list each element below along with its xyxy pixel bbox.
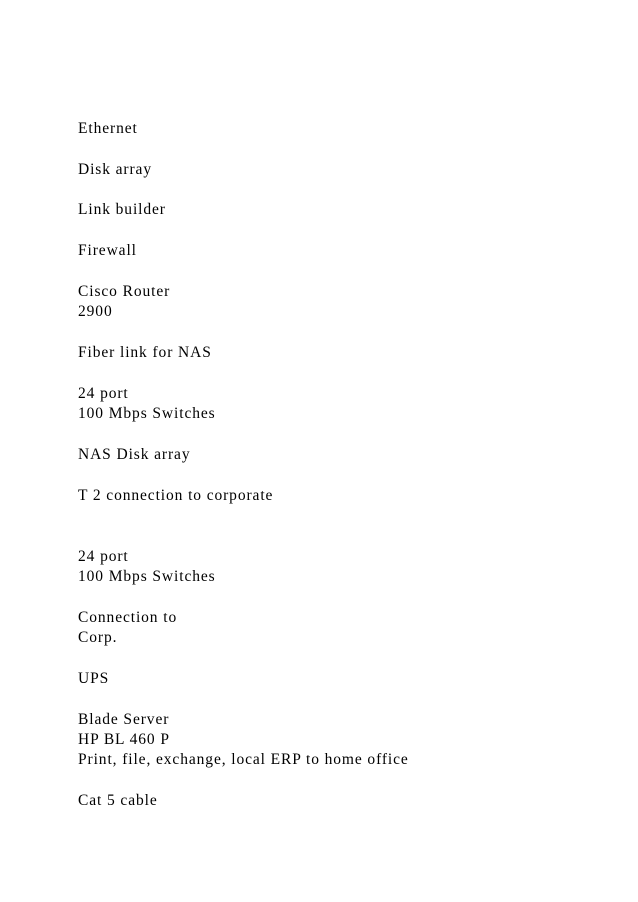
- text-line-ups: UPS: [78, 670, 110, 687]
- text-line-switches-2: 100 Mbps Switches: [78, 568, 216, 585]
- text-line-link-builder: Link builder: [78, 201, 166, 218]
- text-line-nas-disk-array: NAS Disk array: [78, 446, 191, 463]
- text-line-router-model: 2900: [78, 303, 113, 320]
- text-line-cisco-router: Cisco Router: [78, 283, 171, 300]
- text-line-server-model: HP BL 460 P: [78, 731, 170, 748]
- text-line-fiber-link: Fiber link for NAS: [78, 344, 212, 361]
- text-line-firewall: Firewall: [78, 242, 137, 259]
- text-line-corp: Corp.: [78, 629, 118, 646]
- text-line-server-roles: Print, file, exchange, local ERP to home office: [78, 751, 409, 768]
- text-line-cat5-cable: Cat 5 cable: [78, 792, 158, 809]
- text-line-ethernet: Ethernet: [78, 120, 138, 137]
- text-line-connection-to: Connection to: [78, 609, 178, 626]
- text-line-blade-server: Blade Server: [78, 711, 170, 728]
- text-line-24-port-2: 24 port: [78, 548, 129, 565]
- text-line-disk-array: Disk array: [78, 161, 152, 178]
- text-line-24-port-1: 24 port: [78, 385, 129, 402]
- text-line-switches-1: 100 Mbps Switches: [78, 405, 216, 422]
- text-line-t2-connection: T 2 connection to corporate: [78, 487, 274, 504]
